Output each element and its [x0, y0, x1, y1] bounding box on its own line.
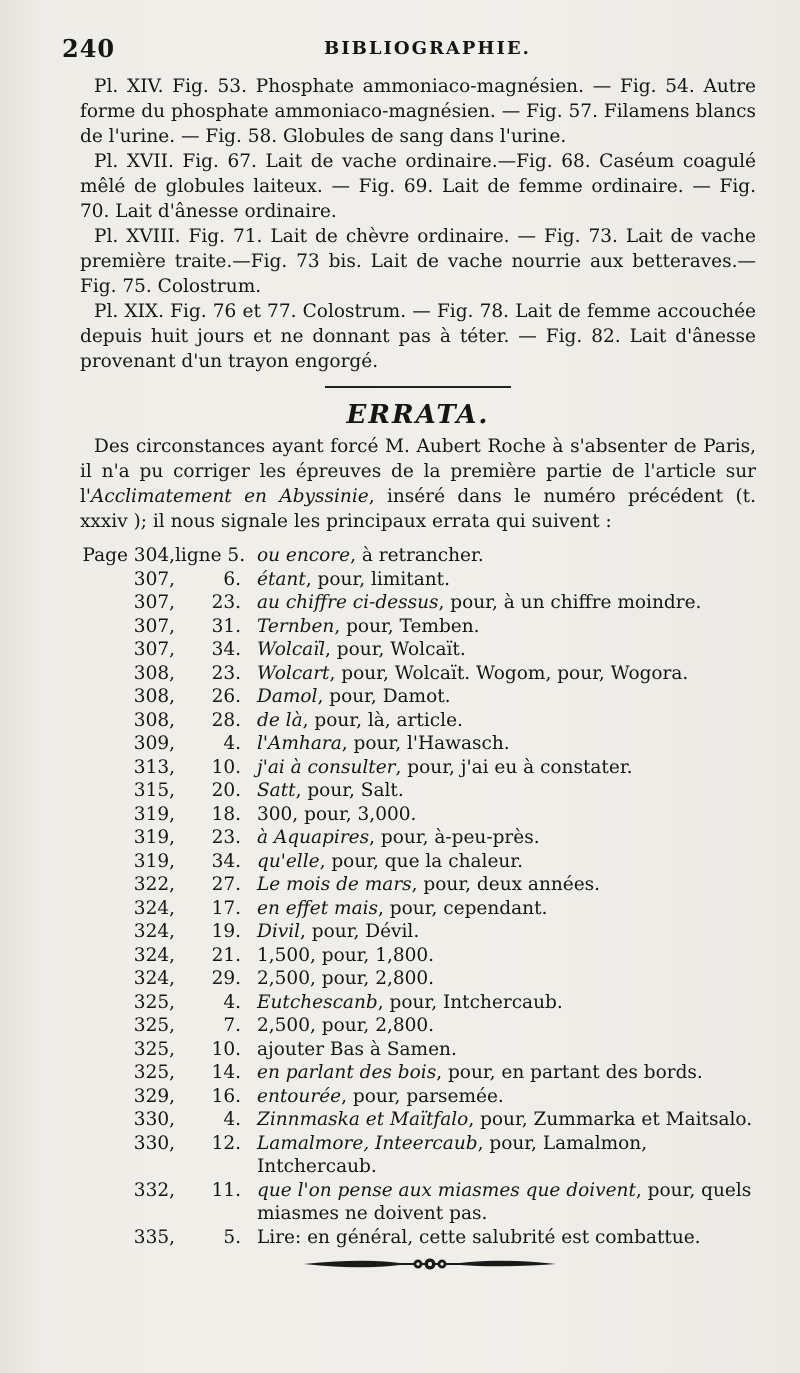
errata-wrong-text: j'ai à consulter	[257, 756, 396, 778]
errata-line: 34.	[211, 639, 241, 660]
errata-wrong-text: Eutchescanb	[257, 991, 378, 1013]
errata-wrong-text: à Aquapires	[257, 827, 370, 848]
errata-page: 308,	[133, 662, 175, 684]
errata-line: 31.	[211, 615, 241, 637]
errata-page: 319,	[133, 850, 175, 872]
errata-line: 4.	[223, 991, 241, 1013]
errata-page: 330,	[133, 1132, 175, 1154]
errata-wrong-text: l'Amhara	[257, 733, 342, 754]
errata-right-text: , pour, Damot.	[317, 686, 451, 707]
errata-wrong-text: Lamalmore, Inteercaub	[257, 1132, 478, 1154]
errata-correction	[247, 944, 756, 968]
errata-correction	[247, 779, 756, 803]
errata-wrong-text: en effet mais	[257, 897, 379, 919]
errata-right-text: , à retrancher.	[350, 545, 484, 566]
errata-line: 23.	[211, 827, 241, 848]
errata-right-text: 2,500, pour, 2,800.	[257, 968, 435, 989]
errata-row	[80, 756, 756, 780]
plate-paragraph: Pl. XIX. Fig. 76 et 77. Colostrum. — Fig. 78. Lait de femme accouchée depuis huit jours et ne donnant pas à téter. — Fig. 82. Lait d'ânesse provenant d'un trayon engorgé.	[80, 301, 756, 372]
plate-paragraph: Pl. XIV. Fig. 53. Phosphate ammoniaco-magnésien. — Fig. 54. Autre forme du phosphate ammoniaco-magnésien. — Fig. 57. Filamens blancs de l'urine. — Fig. 58. Globules de sang dans l'urine.	[80, 76, 756, 147]
errata-correction	[247, 1061, 756, 1085]
page-header	[62, 34, 762, 64]
errata-wrong-text: en parlant des bois	[257, 1062, 437, 1083]
section-divider	[325, 386, 511, 388]
errata-correction	[247, 756, 756, 780]
errata-page: 309,	[133, 733, 175, 754]
errata-page: 319,	[133, 827, 175, 848]
errata-correction	[247, 991, 756, 1015]
errata-page: 325,	[133, 991, 175, 1013]
errata-line: 27.	[211, 874, 241, 895]
errata-right-text: , pour, Wolcaït. Wogom, pour, Wogora.	[329, 662, 689, 684]
errata-intro	[80, 434, 756, 534]
errata-right-text: , pour, j'ai eu à constater.	[395, 756, 633, 778]
errata-correction	[247, 568, 756, 592]
errata-correction	[247, 803, 756, 827]
errata-title: ERRATA.	[346, 400, 490, 430]
errata-wrong-text: qu'elle	[257, 850, 320, 872]
errata-row	[80, 1061, 756, 1085]
errata-wrong-text: étant	[257, 568, 306, 590]
errata-page: 329,	[133, 1085, 175, 1107]
errata-row	[80, 638, 756, 662]
errata-line: 21.	[211, 944, 241, 966]
errata-right-text: , pour, là, article.	[302, 709, 463, 731]
errata-line: 23.	[211, 662, 241, 684]
errata-correction	[247, 1038, 756, 1062]
errata-row	[80, 1038, 756, 1062]
errata-row	[80, 803, 756, 827]
errata-right-text: , pour, à-peu-près.	[369, 827, 540, 848]
errata-correction	[247, 709, 756, 733]
errata-wrong-text: Damol	[257, 686, 318, 707]
errata-right-text: ajouter Bas à Samen.	[257, 1038, 457, 1060]
errata-right-text: 2,500, pour, 2,800.	[257, 1015, 435, 1036]
errata-page: Page 304,	[82, 545, 175, 566]
intro-text: , inséré dans le numéro précédent (t. xxxiv ); il nous signale les principaux errata qui suivent :	[80, 486, 756, 532]
intro-text: Des circonstances ayant forcé M. Aubert Roche à s'absenter de Paris, il n'a pu corriger les épreuves de la première partie de l'article sur l'	[80, 436, 756, 507]
errata-line: 4.	[223, 1109, 241, 1130]
errata-row	[80, 873, 756, 897]
errata-page: 307,	[133, 592, 175, 613]
errata-right-text: , pour, cependant.	[378, 897, 548, 919]
errata-correction	[247, 615, 756, 639]
errata-row	[80, 897, 756, 921]
errata-right-text: , pour, Temben.	[334, 615, 480, 637]
errata-line: 26.	[211, 686, 241, 707]
errata-row	[80, 850, 756, 874]
errata-correction	[247, 967, 756, 991]
errata-page: 322,	[133, 874, 175, 895]
errata-right-text: , pour, en partant des bords.	[436, 1062, 703, 1083]
errata-wrong-text: Wolcart	[257, 662, 330, 684]
errata-correction	[247, 873, 756, 897]
errata-row	[80, 991, 756, 1015]
errata-correction	[247, 732, 756, 756]
errata-row	[80, 685, 756, 709]
errata-line: 7.	[223, 1015, 241, 1036]
errata-wrong-text: Wolcaïl	[257, 639, 326, 660]
page-body	[80, 74, 756, 1249]
errata-correction	[247, 920, 756, 944]
errata-right-text: , pour, à un chiffre moindre.	[438, 592, 702, 613]
errata-row	[80, 1226, 756, 1250]
article-title: Acclimatement en Abyssinie	[91, 486, 369, 507]
errata-page: 332,	[133, 1179, 175, 1201]
errata-row	[80, 1014, 756, 1038]
errata-right-text: , pour, Intchercaub.	[377, 991, 563, 1013]
errata-page: 324,	[133, 921, 175, 942]
errata-correction	[247, 897, 756, 921]
errata-row	[80, 967, 756, 991]
errata-right-text: 300, pour, 3,000.	[257, 803, 417, 825]
errata-correction	[247, 638, 756, 662]
errata-line: 18.	[211, 803, 241, 825]
errata-correction	[247, 826, 756, 850]
errata-wrong-text: Zinnmaska et Maïtfalo	[257, 1109, 469, 1130]
errata-row	[80, 732, 756, 756]
errata-list	[80, 544, 756, 1249]
errata-right-text: 1,500, pour, 1,800.	[257, 944, 435, 966]
errata-page: 325,	[133, 1015, 175, 1036]
errata-row	[80, 826, 756, 850]
errata-right-text: , pour, Zummarka et Maitsalo.	[468, 1109, 753, 1130]
errata-correction	[247, 685, 756, 709]
errata-right-text: , pour, Salt.	[295, 780, 404, 801]
errata-wrong-text: Ternben	[257, 615, 335, 637]
errata-page: 325,	[133, 1062, 175, 1083]
page-number: 240	[62, 34, 116, 63]
errata-page: 330,	[133, 1109, 175, 1130]
errata-row	[80, 591, 756, 615]
errata-correction	[247, 1085, 756, 1109]
errata-line: 29.	[211, 968, 241, 989]
plate-paragraph: Pl. XVII. Fig. 67. Lait de vache ordinaire.—Fig. 68. Caséum coagulé mêlé de globules laiteux. — Fig. 69. Lait de femme ordinaire. — Fig. 70. Lait d'ânesse ordinaire.	[80, 151, 756, 222]
errata-right-text: , pour, limitant.	[305, 568, 450, 590]
errata-line: 12.	[211, 1132, 241, 1154]
errata-line: 23.	[211, 592, 241, 613]
errata-line: 17.	[211, 897, 241, 919]
errata-right-text: , pour, parsemée.	[341, 1085, 504, 1107]
errata-right-text: , pour, quels miasmes ne doivent pas.	[257, 1179, 752, 1224]
errata-row	[80, 615, 756, 639]
errata-line: 4.	[223, 733, 241, 754]
errata-page: 307,	[133, 639, 175, 660]
errata-page: 308,	[133, 686, 175, 707]
errata-line: 5.	[223, 1226, 241, 1248]
errata-page: 313,	[133, 756, 175, 778]
errata-right-text: , pour, Wolcaït.	[325, 639, 466, 660]
errata-correction	[247, 1108, 756, 1132]
errata-correction	[247, 544, 756, 568]
errata-wrong-text: Divil	[257, 921, 301, 942]
errata-correction	[247, 1179, 756, 1226]
errata-right-text: Lire: en général, cette salubrité est combattue.	[257, 1226, 701, 1248]
plate-paragraph: Pl. XVIII. Fig. 71. Lait de chèvre ordinaire. — Fig. 73. Lait de vache première traite.—Fig. 73 bis. Lait de vache nourrie aux betteraves.—Fig. 75. Colostrum.	[80, 226, 756, 297]
errata-page: 307,	[133, 568, 175, 590]
errata-line: 16.	[211, 1085, 241, 1107]
errata-row	[80, 1179, 756, 1226]
errata-row	[80, 662, 756, 686]
errata-row	[80, 568, 756, 592]
errata-right-text: , pour, que la chaleur.	[319, 850, 523, 872]
errata-correction	[247, 1132, 756, 1179]
errata-line: 11.	[211, 1179, 241, 1201]
errata-line: 10.	[211, 1038, 241, 1060]
errata-row	[80, 709, 756, 733]
errata-correction	[247, 850, 756, 874]
tail-ornament-icon	[300, 1252, 560, 1276]
errata-row	[80, 1108, 756, 1132]
errata-wrong-text: ou encore	[257, 545, 351, 566]
errata-page: 324,	[133, 897, 175, 919]
errata-wrong-text: Le mois de mars	[257, 874, 412, 895]
errata-right-text: , pour, Dévil.	[300, 921, 420, 942]
errata-page: 325,	[133, 1038, 175, 1060]
errata-row	[80, 779, 756, 803]
errata-page: 335,	[133, 1226, 175, 1248]
errata-line: 34.	[211, 850, 241, 872]
errata-row	[80, 944, 756, 968]
errata-page: 315,	[133, 780, 175, 801]
errata-row	[80, 920, 756, 944]
errata-page: 324,	[133, 944, 175, 966]
errata-wrong-text: au chiffre ci-dessus	[257, 592, 439, 613]
errata-row	[80, 1132, 756, 1179]
errata-wrong-text: que l'on pense aux miasmes que doivent	[257, 1179, 636, 1201]
errata-line: ligne 5.	[175, 545, 246, 566]
errata-correction	[247, 662, 756, 686]
errata-page: 307,	[133, 615, 175, 637]
errata-line: 28.	[211, 709, 241, 731]
errata-wrong-text: de là	[257, 709, 303, 731]
errata-wrong-text: Satt	[257, 780, 296, 801]
errata-line: 14.	[211, 1062, 241, 1083]
errata-right-text: , pour, deux années.	[411, 874, 601, 895]
errata-right-text: , pour, Lamalmon, Intchercaub.	[257, 1132, 648, 1177]
errata-row	[80, 1085, 756, 1109]
errata-line: 6.	[223, 568, 241, 590]
errata-correction	[247, 1014, 756, 1038]
errata-right-text: , pour, l'Hawasch.	[341, 733, 510, 754]
errata-page: 324,	[133, 968, 175, 989]
errata-line: 19.	[211, 921, 241, 942]
errata-row	[80, 544, 756, 568]
errata-wrong-text: entourée	[257, 1085, 342, 1107]
running-head: BIBLIOGRAPHIE.	[324, 38, 531, 59]
errata-correction	[247, 1226, 756, 1250]
errata-line: 20.	[211, 780, 241, 801]
errata-page: 319,	[133, 803, 175, 825]
errata-line: 10.	[211, 756, 241, 778]
errata-correction	[247, 591, 756, 615]
errata-page: 308,	[133, 709, 175, 731]
